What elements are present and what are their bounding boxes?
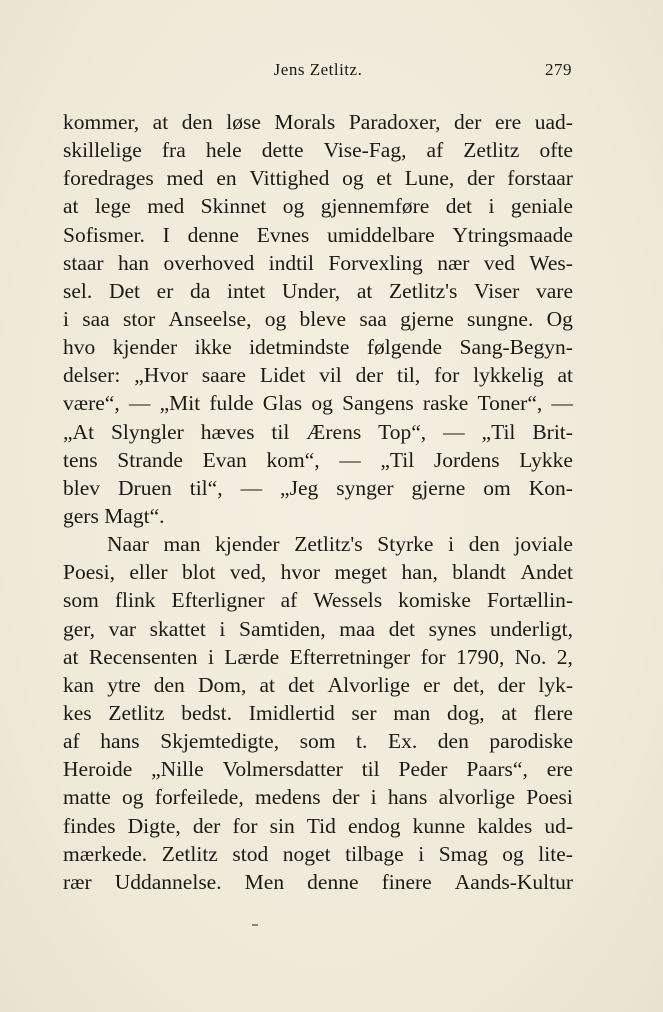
text-line: Naar man kjender Zetlitz's Styrke i den joviale [107,532,573,557]
text-line: mærkede. Zetlitz stod noget tilbage i Smag og lite- [63,841,573,866]
text-line: at Recensenten i Lærde Efterretninger for 1790, No. 2, [63,644,573,669]
text-line: som flink Efterligner af Wessels komiske Fortællin- [63,588,573,613]
text-line: staar han overhoved indtil Forvexling nær ved Wes- [63,250,573,275]
text-line: rær Uddannelse. Men denne finere Aands-Kultur [63,869,573,894]
text-line: sel. Det er da intet Under, at Zetlitz's Viser vare [63,278,573,303]
text-line: skillelige fra hele dette Vise-Fag, af Zetlitz ofte [63,138,573,163]
text-line: i saa stor Anseelse, og bleve saa gjerne sungne. Og [63,306,573,331]
page-number: 279 [545,60,572,79]
text-line: hvo kjender ikke idetmindste følgende Sang-Begyn- [63,335,573,360]
text-line: Heroide „Nille Volmersdatter til Peder Paars“, ere [63,757,573,782]
text-line: delser: „Hvor saare Lidet vil der til, for lykkelig at [63,363,573,388]
text-line: blev Druen til“, — „Jeg synger gjerne om Kon- [63,475,573,500]
text-line: Sofismer. I denne Evnes umiddelbare Ytringsmaade [63,222,573,247]
body-text [63,108,573,896]
text-line: findes Digte, der for sin Tid endog kunne kaldes ud- [63,813,573,838]
text-line: Poesi, eller blot ved, hvor meget han, blandt Andet [63,560,573,585]
running-head [64,60,572,84]
print-speck [252,924,258,926]
text-line: foredrages med en Vittighed og et Lune, der forstaar [63,166,573,191]
text-line: af hans Skjemtedigte, som t. Ex. den parodiske [63,729,573,754]
text-line: matte og forfeilede, medens der i hans alvorlige Poesi [63,785,573,810]
text-line: gers Magt“. [63,503,165,528]
text-line: være“, — „Mit fulde Glas og Sangens raske Toner“, — [63,391,573,416]
text-line: tens Strande Evan kom“, — „Til Jordens Lykke [63,447,573,472]
text-line: kommer, at den løse Morals Paradoxer, der ere uad- [63,110,573,134]
text-line: at lege med Skinnet og gjennemføre det i geniale [63,194,573,219]
text-line: kes Zetlitz bedst. Imidlertid ser man dog, at flere [63,700,573,725]
running-title: Jens Zetlitz. [273,60,363,79]
text-line: kan ytre den Dom, at det Alvorlige er det, der lyk- [63,672,573,697]
text-line: ger, var skattet i Samtiden, maa det synes underligt, [63,616,573,641]
text-line: „At Slyngler hæves til Ærens Top“, — „Til Brit- [63,419,573,444]
